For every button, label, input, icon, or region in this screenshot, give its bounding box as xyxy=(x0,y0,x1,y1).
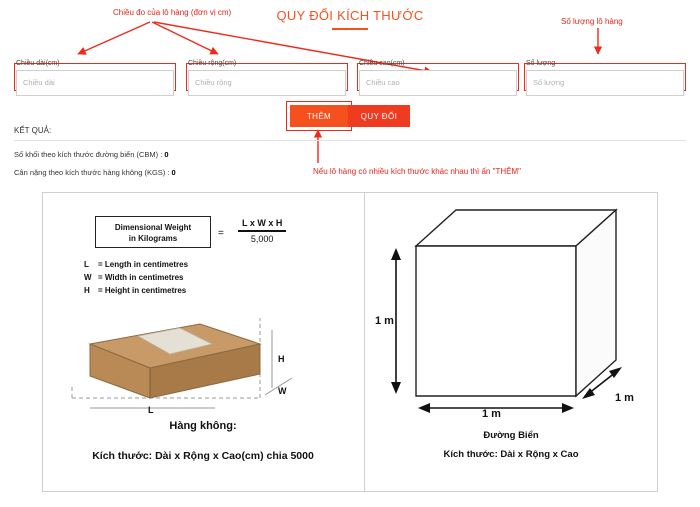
formula-title-line1: Dimensional Weight xyxy=(114,223,192,232)
legend-text-h: = Height in centimetres xyxy=(98,286,187,295)
quantity-input[interactable] xyxy=(526,70,684,96)
formula-numerator: L x W x H xyxy=(242,218,283,228)
result-kgs xyxy=(14,168,176,177)
legend-text-l: = Length in centimetres xyxy=(98,260,189,269)
annotation-quantity: Số lượng lô hàng xyxy=(561,17,623,26)
cube-width-label: 1 m xyxy=(482,408,501,420)
sea-caption-title: Đường Biển xyxy=(483,430,539,441)
legend-key-h: H xyxy=(84,286,90,295)
annotation-dimensions: Chiều đo của lô hàng (đơn vị cm) xyxy=(113,8,232,17)
result-kgs-value: 0 xyxy=(171,168,176,177)
legend-item-l xyxy=(84,258,188,271)
field-length xyxy=(16,60,174,96)
result-cbm-label: Số khối theo kích thước đường biển (CBM) : xyxy=(14,150,163,159)
svg-text:W: W xyxy=(278,386,287,396)
width-input[interactable] xyxy=(188,70,346,96)
svg-text:L: L xyxy=(148,405,154,415)
result-cbm-value: 0 xyxy=(164,150,169,159)
sea-caption-sub: Kích thước: Dài x Rộng x Cao xyxy=(443,449,579,460)
legend-key-w: W xyxy=(84,273,92,282)
field-quantity-label: Số lượng xyxy=(526,60,556,67)
result-kgs-label: Cân nặng theo kích thước hàng không (KGS) : xyxy=(14,168,170,177)
dimensional-weight-formula-box xyxy=(95,216,211,248)
equals-sign: = xyxy=(218,228,224,239)
formula-legend xyxy=(84,258,188,297)
fraction-bar xyxy=(238,230,286,232)
convert-button[interactable]: QUY ĐỔI xyxy=(348,105,410,127)
svg-text:H: H xyxy=(278,354,285,364)
legend-item-w xyxy=(84,271,188,284)
field-width-label: Chiều rộng(cm) xyxy=(188,60,237,67)
legend-key-l: L xyxy=(84,260,89,269)
field-height xyxy=(359,60,517,96)
formula-fraction xyxy=(238,218,286,244)
title-underline xyxy=(332,28,368,30)
legend-text-w: = Width in centimetres xyxy=(98,273,184,282)
results-title: KẾT QUẢ: xyxy=(14,126,52,135)
carton-box-illustration xyxy=(60,300,310,415)
legend-item-h xyxy=(84,284,188,297)
field-width xyxy=(188,60,346,96)
formula-denominator: 5,000 xyxy=(250,233,274,244)
air-caption-title: Hàng không: xyxy=(169,420,237,432)
annotation-add-button: Nếu lô hàng có nhiều kích thước khác nhau thì ấn "THÊM" xyxy=(313,167,521,176)
length-input[interactable] xyxy=(16,70,174,96)
height-input[interactable] xyxy=(359,70,517,96)
page-title: QUY ĐỔI KÍCH THƯỚC xyxy=(276,8,424,23)
cube-depth-label: 1 m xyxy=(615,392,634,404)
cube-height-label: 1 m xyxy=(375,315,394,327)
field-length-label: Chiều dài(cm) xyxy=(16,60,60,67)
add-button[interactable]: THÊM xyxy=(290,105,348,127)
field-quantity xyxy=(526,60,684,96)
formula-title-line2: in Kilograms xyxy=(128,234,178,243)
field-height-label: Chiều cao(cm) xyxy=(359,60,405,67)
cube-illustration xyxy=(366,196,656,426)
results-divider xyxy=(14,140,686,141)
panel-divider xyxy=(364,193,365,491)
result-cbm xyxy=(14,150,169,159)
air-caption-sub: Kích thước: Dài x Rộng x Cao(cm) chia 5000 xyxy=(92,450,314,462)
